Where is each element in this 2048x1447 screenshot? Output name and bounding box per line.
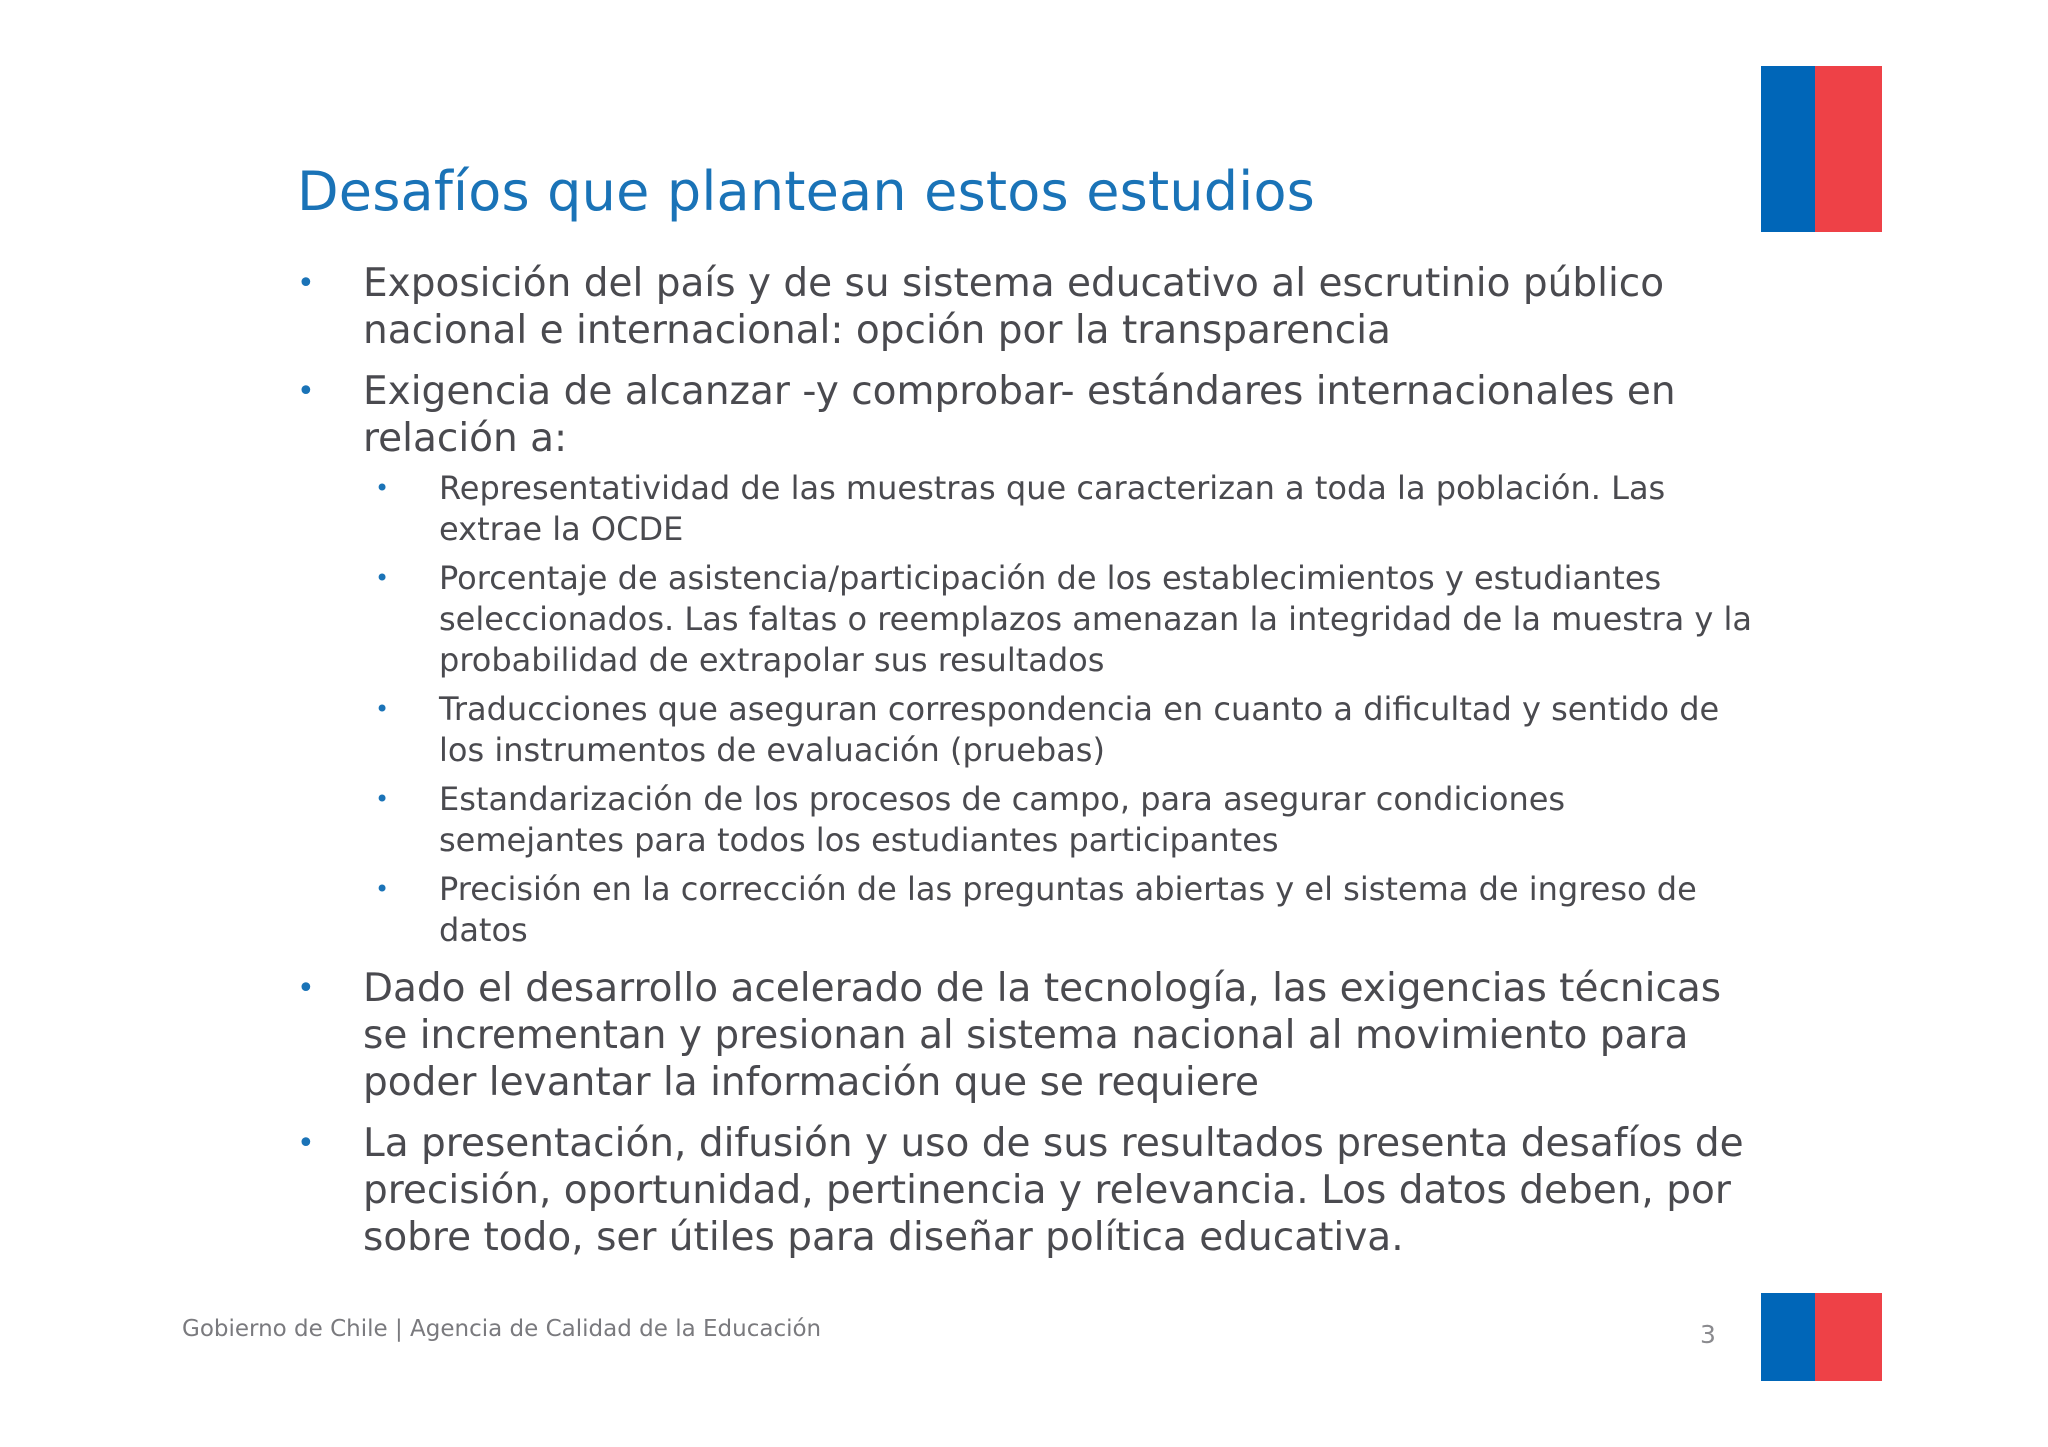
bullet-item (297, 260, 1757, 354)
sub-bullet-text: Precisión en la corrección de las preguntas abiertas y el sistema de ingreso de datos (439, 870, 1697, 949)
slide-body (297, 260, 1757, 1275)
bullet-icon: • (297, 266, 315, 301)
bullet-icon: • (375, 785, 390, 813)
bullet-text: La presentación, difusión y uso de sus resultados presenta desafíos de precisión, oportunidad, pertinencia y relevancia. Los datos deben, por sobre todo, ser útiles para diseñar política educativa. (363, 1121, 1744, 1260)
flag-blue-stripe (1761, 1293, 1815, 1381)
bullet-icon: • (375, 474, 390, 502)
chile-flag-logo-top (1761, 66, 1882, 232)
bullet-icon: • (297, 971, 315, 1006)
sub-bullet-item (375, 689, 1757, 771)
bullet-text: Dado el desarrollo acelerado de la tecnología, las exigencias técnicas se incrementan y presionan al sistema nacional al movimiento para poder levantar la información que se requiere (363, 966, 1722, 1105)
sub-bullet-text: Representatividad de las muestras que caracterizan a toda la población. Las extrae la OCDE (439, 469, 1666, 548)
bullet-text: Exigencia de alcanzar -y comprobar- estándares internacionales en relación a: (363, 369, 1676, 461)
bullet-text: Exposición del país y de su sistema educativo al escrutinio público nacional e internacional: opción por la transparencia (363, 261, 1665, 353)
bullet-icon: • (375, 695, 390, 723)
sub-bullet-text: Traducciones que aseguran correspondencia en cuanto a dificultad y sentido de los instrumentos de evaluación (pruebas) (439, 690, 1720, 769)
slide-title: Desafíos que plantean estos estudios (297, 160, 1316, 223)
sub-bullet-item (375, 468, 1757, 550)
sub-bullet-item (375, 869, 1757, 951)
bullet-item (297, 965, 1757, 1106)
main-bullet-list (297, 260, 1757, 1261)
page-number: 3 (1700, 1320, 1716, 1349)
bullet-item (297, 368, 1757, 951)
sub-bullet-text: Porcentaje de asistencia/participación de los establecimientos y estudiantes seleccionados. Las faltas o reemplazos amenazan la integridad de la muestra y la probabilidad de extrapolar sus resultados (439, 559, 1753, 679)
sub-bullet-item (375, 779, 1757, 861)
sub-bullet-item (375, 558, 1757, 681)
bullet-icon: • (297, 1126, 315, 1161)
sub-bullet-text: Estandarización de los procesos de campo, para asegurar condiciones semejantes para todos los estudiantes participantes (439, 780, 1566, 859)
chile-flag-logo-bottom (1761, 1293, 1882, 1381)
sub-bullet-list (363, 468, 1757, 951)
flag-red-stripe (1815, 66, 1882, 232)
bullet-icon: • (375, 564, 390, 592)
bullet-item (297, 1120, 1757, 1261)
flag-blue-stripe (1761, 66, 1815, 232)
footer-organization: Gobierno de Chile | Agencia de Calidad de la Educación (182, 1316, 822, 1342)
bullet-icon: • (375, 875, 390, 903)
bullet-icon: • (297, 374, 315, 409)
flag-red-stripe (1815, 1293, 1882, 1381)
